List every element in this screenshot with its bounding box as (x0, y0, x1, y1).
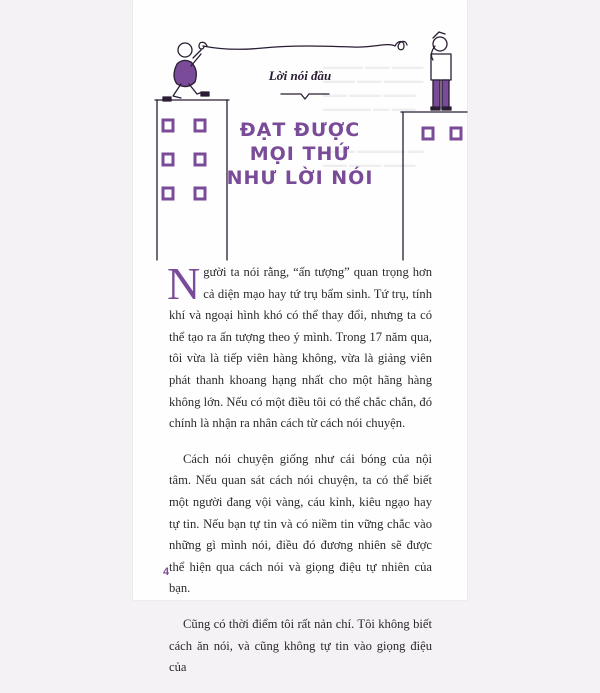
body-text (167, 258, 433, 693)
chapter-subtitle: Lời nói đầu (268, 68, 332, 83)
chapter-title-line: ĐẠT ĐƯỢC (239, 119, 361, 141)
chapter-title-line: NHƯ LỜI NÓI (226, 167, 374, 189)
chapter-title (133, 118, 467, 190)
paragraph: Cách nói chuyện giống như cái bóng của nội tâm. Nếu quan sát cách nói chuyện, ta có thể biết một người đang vội vàng, cáu kỉnh, kiêu ngạo hay tự tin. Nếu bạn tự tin và có niềm tin vững chắc vào những gì mình nói, điều đó đương nhiên sẽ được thể hiện qua cách nói và giọng điệu tự nhiên của bạn. (169, 451, 432, 596)
paragraph-text: gười ta nói rằng, “ấn tượng” quan trọng hơn cả diện mạo hay tứ trụ bẩm sinh. Tứ trụ, tính khí và ngoại hình khó có thể thay đổi, nhưng ta có thể tạo ra ấn tượng theo ý mình. Trong 17 năm qua, tôi vừa là tiếp viên hàng không, vừa là giảng viên phát thanh khoang hạng nhất cho một hãng hàng không lớn. Nếu có một điều tôi có thể chắc chắn, đó chính là nhận ra nhân cách từ cách nói chuyện. (169, 265, 433, 431)
page-number: 4 (163, 566, 170, 578)
chapter-title-line: MỌI THỨ (249, 143, 351, 165)
paragraph: Cũng có thời điểm tôi rất nản chí. Tôi không biết cách ăn nói, và cũng không tự tin vào giọng điệu của (169, 616, 432, 675)
show-through-text: ▬▬▬▬▬ ▬▬▬ ▬▬▬▬ ▬▬▬▬ ▬▬▬ ▬▬▬▬▬ ▬▬▬ ▬▬▬▬ ▬▬▬▬ ▬▬▬▬▬▬ ▬▬ ▬▬▬ ▬▬▬▬ ▬▬▬▬▬▬ ▬▬ ▬▬▬ ▬▬▬▬ ▬▬▬▬ (323, 62, 424, 169)
subtitle-chevron-graphic (281, 94, 329, 99)
phone-cord-graphic (199, 41, 407, 49)
paragraph (167, 258, 433, 435)
book-page (133, 0, 467, 675)
drop-cap: N (167, 258, 201, 309)
